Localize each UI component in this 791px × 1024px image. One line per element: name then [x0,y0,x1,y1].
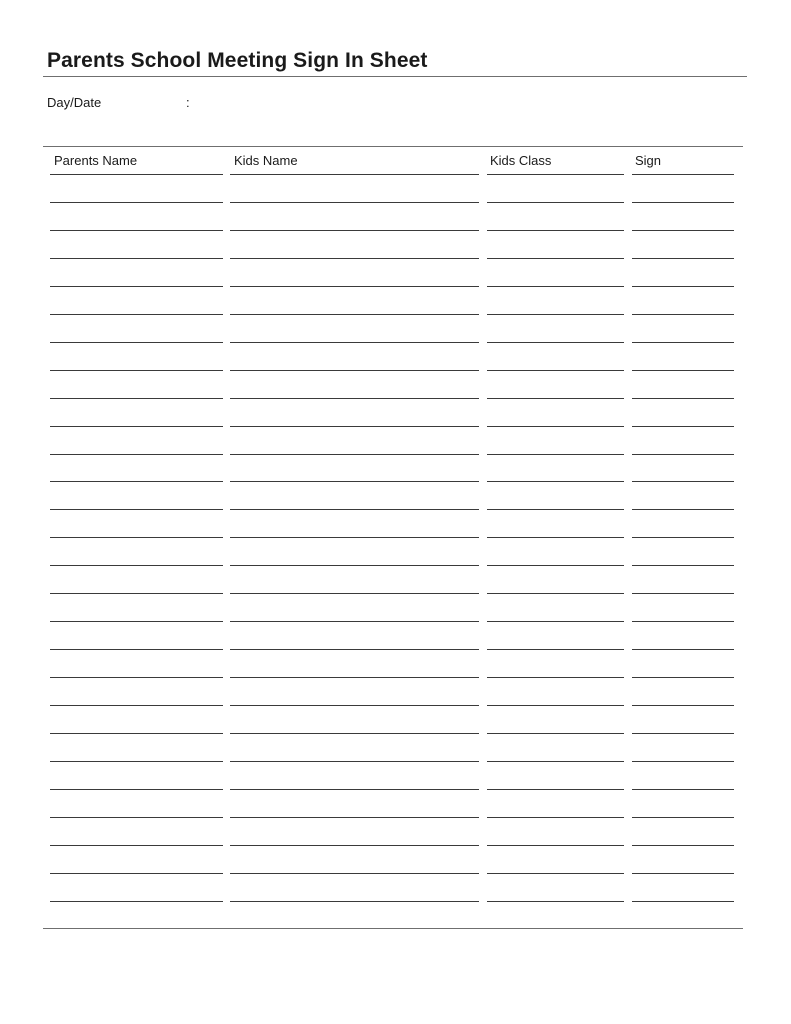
write-line-kids-name [230,873,479,874]
write-line-parents-name [50,202,223,203]
write-line-parents-name [50,733,223,734]
column-header-kids-name: Kids Name [234,153,298,168]
write-line-kids-name [230,761,479,762]
title-divider [43,76,747,77]
write-line-sign [632,426,734,427]
write-line-kids-name [230,202,479,203]
write-line-kids-name [230,817,479,818]
write-line-sign [632,342,734,343]
write-line-kids-name [230,705,479,706]
table-top-divider [43,146,743,147]
write-line-sign [632,537,734,538]
write-line-kids-class [487,789,624,790]
write-line-kids-name [230,286,479,287]
write-line-kids-class [487,426,624,427]
write-line-parents-name [50,342,223,343]
write-line-sign [632,873,734,874]
write-line-parents-name [50,593,223,594]
write-line-kids-class [487,733,624,734]
write-line-kids-class [487,677,624,678]
write-line-kids-class [487,817,624,818]
write-line-kids-class [487,286,624,287]
write-line-kids-class [487,481,624,482]
day-date-separator: : [186,95,190,110]
header-underline-kids-name [230,174,479,175]
write-line-sign [632,286,734,287]
write-line-sign [632,565,734,566]
write-line-kids-name [230,230,479,231]
write-line-kids-class [487,621,624,622]
write-line-kids-class [487,593,624,594]
write-line-parents-name [50,565,223,566]
write-line-sign [632,901,734,902]
write-line-parents-name [50,398,223,399]
write-line-parents-name [50,789,223,790]
write-line-kids-name [230,565,479,566]
write-line-kids-class [487,649,624,650]
write-line-sign [632,454,734,455]
write-line-kids-name [230,733,479,734]
write-line-kids-name [230,509,479,510]
write-line-kids-class [487,202,624,203]
write-line-kids-name [230,398,479,399]
column-header-parents-name: Parents Name [54,153,138,168]
write-line-sign [632,649,734,650]
write-line-sign [632,370,734,371]
header-underline-parents-name [50,174,223,175]
header-underline-kids-class [487,174,624,175]
write-line-sign [632,733,734,734]
write-line-sign [632,509,734,510]
write-line-parents-name [50,845,223,846]
write-line-kids-name [230,370,479,371]
write-line-kids-class [487,509,624,510]
write-line-parents-name [50,509,223,510]
write-line-sign [632,593,734,594]
document-title: Parents School Meeting Sign In Sheet [47,49,428,72]
write-line-sign [632,398,734,399]
write-line-kids-class [487,845,624,846]
write-line-sign [632,621,734,622]
write-line-parents-name [50,481,223,482]
write-line-kids-class [487,537,624,538]
write-line-sign [632,481,734,482]
write-line-sign [632,314,734,315]
write-line-kids-class [487,705,624,706]
write-line-parents-name [50,454,223,455]
write-line-parents-name [50,649,223,650]
write-line-sign [632,677,734,678]
write-line-kids-class [487,565,624,566]
write-line-sign [632,705,734,706]
write-line-kids-name [230,314,479,315]
write-line-sign [632,817,734,818]
write-line-parents-name [50,677,223,678]
write-line-kids-class [487,314,624,315]
write-line-kids-class [487,230,624,231]
write-line-kids-name [230,677,479,678]
write-line-sign [632,761,734,762]
write-line-parents-name [50,426,223,427]
table-bottom-divider [43,928,743,929]
header-underline-sign [632,174,734,175]
write-line-kids-name [230,537,479,538]
write-line-parents-name [50,314,223,315]
write-line-parents-name [50,761,223,762]
write-line-kids-class [487,454,624,455]
write-line-sign [632,789,734,790]
write-line-kids-name [230,649,479,650]
write-line-parents-name [50,817,223,818]
write-line-parents-name [50,370,223,371]
write-line-kids-class [487,761,624,762]
write-line-kids-name [230,454,479,455]
write-line-kids-class [487,873,624,874]
write-line-kids-name [230,845,479,846]
write-line-parents-name [50,286,223,287]
write-line-kids-class [487,901,624,902]
write-line-sign [632,258,734,259]
write-line-sign [632,845,734,846]
write-line-parents-name [50,537,223,538]
write-line-kids-name [230,426,479,427]
write-line-kids-name [230,901,479,902]
write-line-kids-name [230,789,479,790]
write-line-parents-name [50,258,223,259]
write-line-kids-name [230,593,479,594]
day-date-label: Day/Date [47,95,102,110]
write-line-kids-class [487,258,624,259]
write-line-kids-name [230,258,479,259]
write-line-kids-class [487,342,624,343]
write-line-kids-class [487,398,624,399]
write-line-kids-name [230,342,479,343]
write-line-kids-class [487,370,624,371]
column-header-sign: Sign [635,153,662,168]
column-header-kids-class: Kids Class [490,153,552,168]
write-line-kids-name [230,481,479,482]
write-line-parents-name [50,230,223,231]
write-line-sign [632,230,734,231]
write-line-parents-name [50,901,223,902]
write-line-parents-name [50,705,223,706]
write-line-kids-name [230,621,479,622]
write-line-parents-name [50,873,223,874]
write-line-sign [632,202,734,203]
write-line-parents-name [50,621,223,622]
